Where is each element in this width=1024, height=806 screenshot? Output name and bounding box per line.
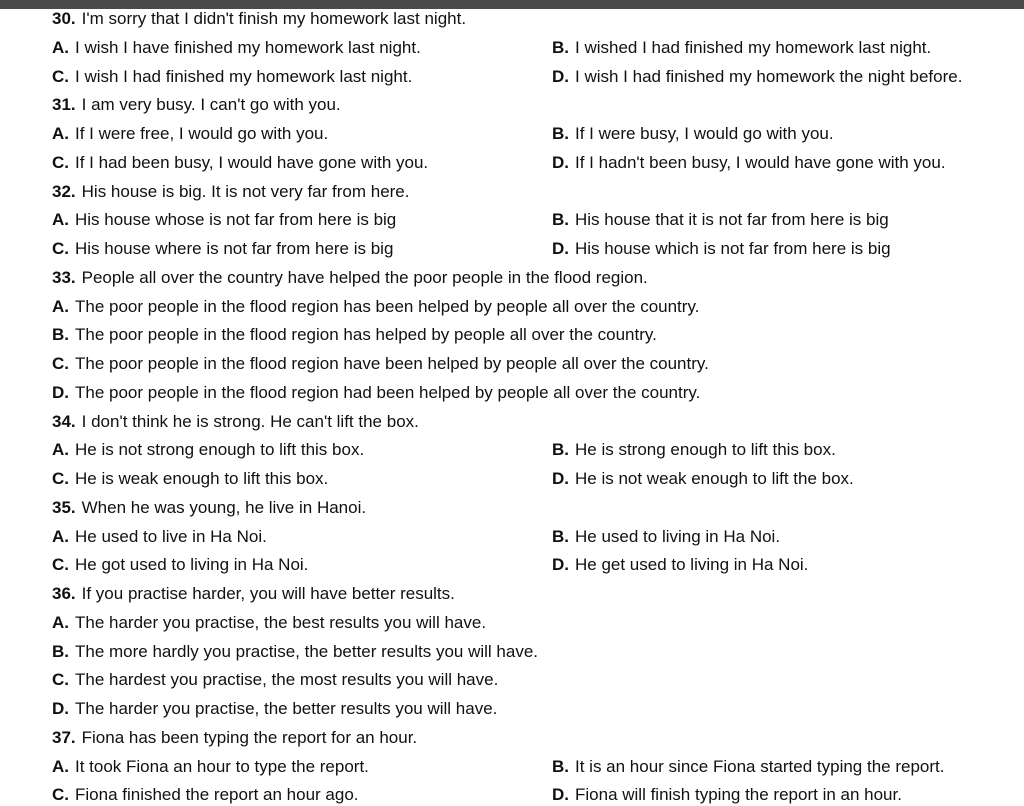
option-text: The hardest you practise, the most results you will have. xyxy=(75,670,499,690)
option-text: The more hardly you practise, the better results you will have. xyxy=(75,641,538,661)
option-text: He is not strong enough to lift this box. xyxy=(75,440,365,460)
option-letter: A. xyxy=(52,612,69,632)
option-text: Fiona will finish typing the report in an hour. xyxy=(575,785,902,805)
option-text: Fiona finished the report an hour ago. xyxy=(75,785,359,805)
answer-option xyxy=(552,239,891,259)
option-text: The harder you practise, the best results you will have. xyxy=(75,612,487,632)
answer-option xyxy=(552,210,889,230)
option-text: I wish I had finished my homework last night. xyxy=(75,66,413,86)
option-text: He used to live in Ha Noi. xyxy=(75,526,267,546)
option-letter: B. xyxy=(552,124,569,143)
answer-option xyxy=(52,469,328,489)
answer-option xyxy=(52,38,421,58)
option-text: It is an hour since Fiona started typing the report. xyxy=(575,756,945,776)
question-number: 33. xyxy=(52,267,76,287)
option-text: His house which is not far from here is big xyxy=(575,239,891,258)
option-text: If I were busy, I would go with you. xyxy=(575,124,834,143)
question-prompt xyxy=(52,268,648,288)
question-prompt xyxy=(52,182,410,202)
answer-option xyxy=(52,613,486,633)
answer-option xyxy=(552,757,944,777)
question-text: His house is big. It is not very far from here. xyxy=(81,181,410,201)
option-letter: A. xyxy=(52,37,69,57)
option-letter: A. xyxy=(52,124,69,143)
answer-option xyxy=(552,469,854,489)
option-letter: C. xyxy=(52,152,69,172)
answer-option xyxy=(52,785,359,805)
option-letter: D. xyxy=(52,699,69,718)
question-text: I am very busy. I can't go with you. xyxy=(81,95,341,115)
option-letter: B. xyxy=(52,325,69,345)
question-prompt xyxy=(52,412,419,432)
option-text: The poor people in the flood region has been helped by people all over the country. xyxy=(75,296,700,316)
option-letter: C. xyxy=(52,469,69,488)
option-letter: A. xyxy=(52,296,69,316)
answer-option xyxy=(52,354,709,374)
option-letter: B. xyxy=(552,210,569,230)
option-letter: C. xyxy=(52,785,69,805)
option-letter: A. xyxy=(52,526,69,546)
option-text: He got used to living in Ha Noi. xyxy=(75,555,309,575)
option-text: He used to living in Ha Noi. xyxy=(575,526,781,546)
option-letter: D. xyxy=(552,239,569,258)
option-letter: B. xyxy=(552,526,569,546)
option-text: If I had been busy, I would have gone with you. xyxy=(75,152,429,172)
option-letter: D. xyxy=(52,382,69,402)
option-letter: D. xyxy=(552,152,569,172)
option-letter: D. xyxy=(552,785,569,805)
option-text: The poor people in the flood region have been helped by people all over the country. xyxy=(75,354,709,373)
option-letter: C. xyxy=(52,555,69,575)
option-letter: D. xyxy=(552,469,569,488)
answer-option xyxy=(552,124,834,144)
answer-option xyxy=(52,325,657,345)
answer-option xyxy=(52,699,497,719)
answer-option xyxy=(552,527,780,547)
option-text: He get used to living in Ha Noi. xyxy=(575,555,809,575)
answer-option xyxy=(52,239,393,259)
question-prompt xyxy=(52,9,466,29)
question-prompt xyxy=(52,728,417,748)
answer-option xyxy=(552,555,808,575)
answer-option xyxy=(52,210,396,230)
option-letter: C. xyxy=(52,239,69,258)
answer-option xyxy=(52,555,308,575)
option-text: It took Fiona an hour to type the report. xyxy=(75,756,369,776)
question-text: When he was young, he live in Hanoi. xyxy=(81,497,367,517)
option-text: I wish I have finished my homework last night. xyxy=(75,37,421,57)
answer-option xyxy=(52,153,428,173)
answer-option xyxy=(52,67,412,87)
question-text: If you practise harder, you will have better results. xyxy=(81,584,455,603)
option-text: His house whose is not far from here is big xyxy=(75,210,397,230)
answer-option xyxy=(52,440,364,460)
answer-option xyxy=(52,757,369,777)
option-letter: B. xyxy=(552,37,569,57)
question-text: I'm sorry that I didn't finish my homework last night. xyxy=(81,9,467,28)
viewer-top-bar xyxy=(0,0,1024,9)
question-prompt xyxy=(52,95,341,115)
answer-option xyxy=(52,670,498,690)
option-text: He is weak enough to lift this box. xyxy=(75,469,329,488)
question-text: Fiona has been typing the report for an hour. xyxy=(81,727,418,747)
question-number: 30. xyxy=(52,9,76,28)
option-text: I wished I had finished my homework last night. xyxy=(575,37,932,57)
question-number: 32. xyxy=(52,181,76,201)
question-number: 37. xyxy=(52,727,76,747)
answer-option xyxy=(52,642,538,662)
option-letter: B. xyxy=(552,756,569,776)
option-text: He is not weak enough to lift the box. xyxy=(575,469,854,488)
answer-option xyxy=(52,124,328,144)
answer-option xyxy=(552,67,962,87)
option-text: The poor people in the flood region has helped by people all over the country. xyxy=(75,325,657,345)
option-letter: D. xyxy=(552,66,569,86)
question-text: I don't think he is strong. He can't lift the box. xyxy=(81,411,419,431)
option-text: His house where is not far from here is big xyxy=(75,239,394,258)
question-prompt xyxy=(52,584,455,604)
option-text: He is strong enough to lift this box. xyxy=(575,440,836,460)
option-letter: A. xyxy=(52,210,69,230)
option-letter: C. xyxy=(52,66,69,86)
question-number: 36. xyxy=(52,584,76,603)
question-text: People all over the country have helped the poor people in the flood region. xyxy=(81,267,648,287)
option-letter: A. xyxy=(52,440,69,460)
option-letter: B. xyxy=(552,440,569,460)
answer-option xyxy=(52,297,699,317)
answer-option xyxy=(552,38,931,58)
option-text: His house that it is not far from here is big xyxy=(575,210,889,230)
option-letter: A. xyxy=(52,756,69,776)
answer-option xyxy=(552,440,836,460)
option-text: I wish I had finished my homework the night before. xyxy=(575,66,963,86)
option-letter: B. xyxy=(52,641,69,661)
option-letter: C. xyxy=(52,354,69,373)
option-text: If I hadn't been busy, I would have gone with you. xyxy=(575,152,946,172)
option-text: The poor people in the flood region had been helped by people all over the country. xyxy=(75,382,701,402)
answer-option xyxy=(52,383,700,403)
option-letter: C. xyxy=(52,670,69,690)
question-prompt xyxy=(52,498,366,518)
question-number: 31. xyxy=(52,95,76,115)
option-text: The harder you practise, the better results you will have. xyxy=(75,699,498,718)
answer-option xyxy=(52,527,267,547)
option-text: If I were free, I would go with you. xyxy=(75,124,329,143)
question-number: 35. xyxy=(52,497,76,517)
option-letter: D. xyxy=(552,555,569,575)
question-number: 34. xyxy=(52,411,76,431)
answer-option xyxy=(552,785,902,805)
answer-option xyxy=(552,153,946,173)
